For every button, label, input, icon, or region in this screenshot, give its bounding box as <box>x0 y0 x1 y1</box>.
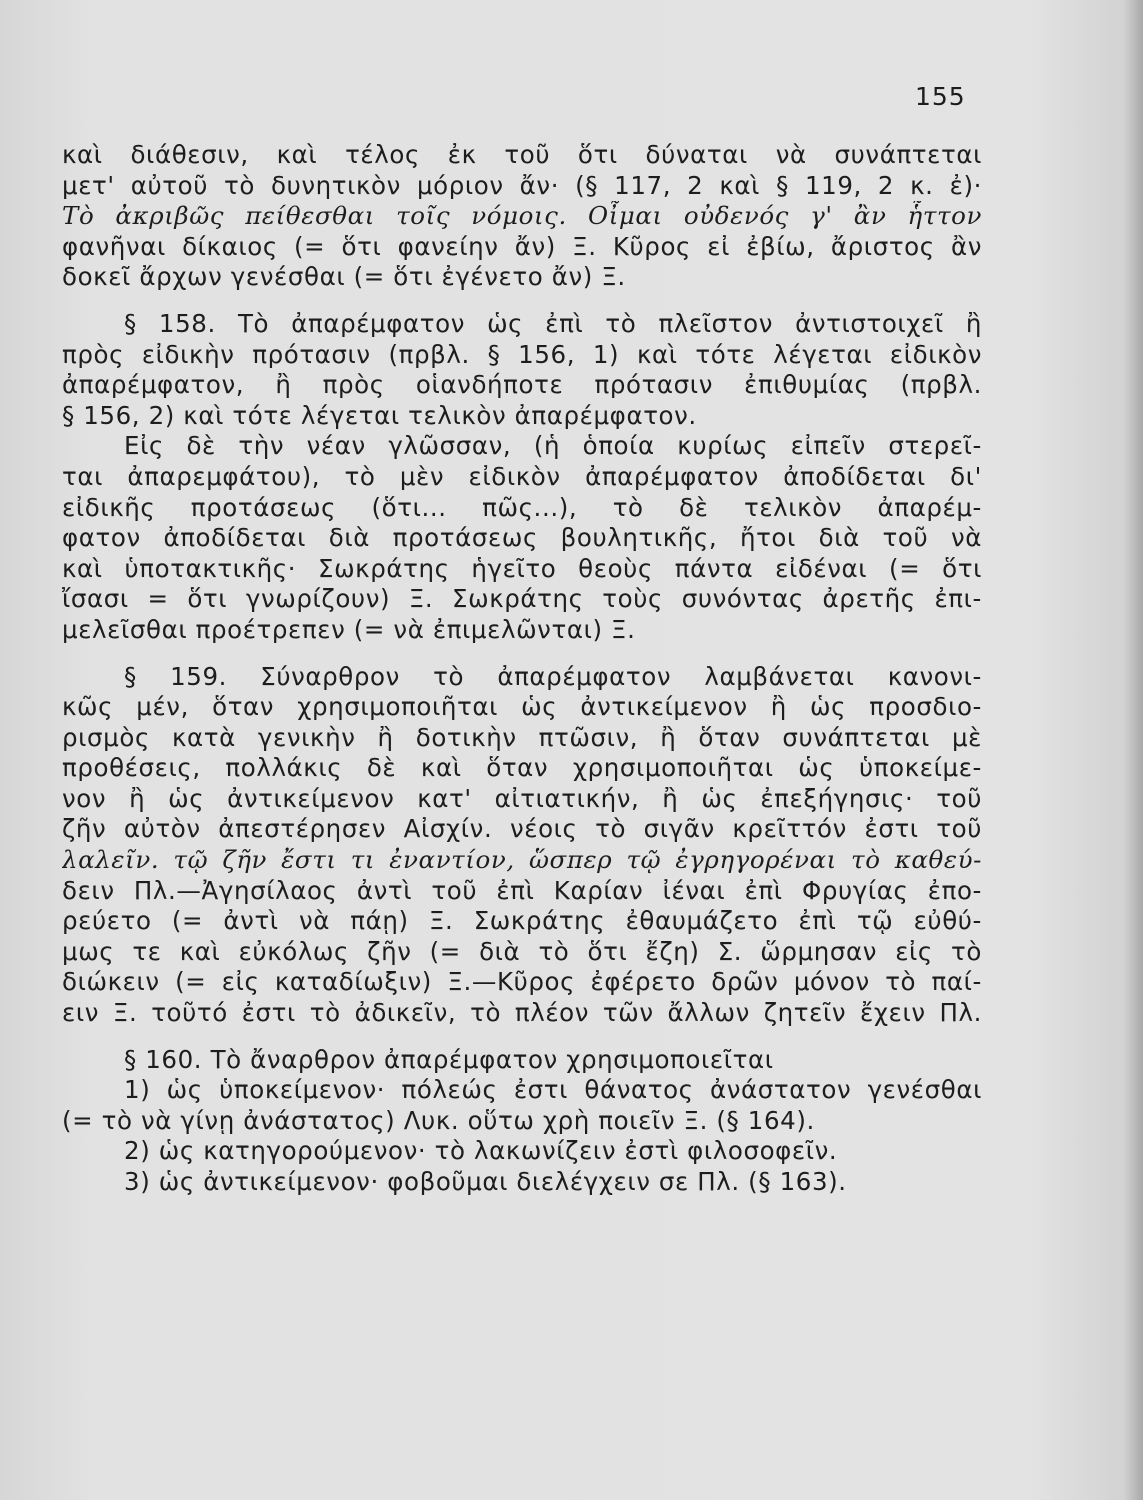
text-line: § 156, 2) καὶ τότε λέγεται τελικὸν ἀπαρέμφατον. <box>62 400 697 430</box>
text-line: μως τε καὶ εὐκόλως ζῆν (= διὰ τὸ ὅτι ἔζη) Σ. ὥρμησαν εἰς τὸ <box>62 936 982 966</box>
text-line: μελεῖσθαι προέτρεπεν (= νὰ ἐπιμελῶνται) Ξ. <box>62 614 636 644</box>
section-158-heading-line: § 158. Τὸ ἀπαρέμφατον ὡς ἐπὶ τὸ πλεῖστον ἀντιστοιχεῖ ἢ <box>124 308 982 338</box>
text-line: κῶς μέν, ὅταν χρησιμοποιῆται ὡς ἀντικείμενον ἢ ὡς προσδιο- <box>62 692 982 722</box>
text-line: Τὸ ἀκριβῶς πείθεσθαι τοῖς νόμοις. Οἶμαι οὐδενός γ' ἂν ἧττον <box>62 201 982 231</box>
text-line: πρὸς εἰδικὴν πρότασιν (πρβλ. § 156, 1) καὶ τότε λέγεται εἰδικὸν <box>62 339 982 369</box>
text-line: Εἰς δὲ τὴν νέαν γλῶσσαν, (ἡ ὁποία κυρίως εἰπεῖν στερεῖ- <box>124 431 982 461</box>
text-line: ειν Ξ. τοῦτό ἐστι τὸ ἀδικεῖν, τὸ πλέον τῶν ἄλλων ζητεῖν ἔχειν Πλ. <box>62 998 982 1028</box>
text-line: καὶ ὑποτακτικῆς· Σωκράτης ἡγεῖτο θεοὺς πάντα εἰδέναι (= ὅτι <box>62 553 982 583</box>
text-line: νον ἢ ὡς ἀντικείμενον κατ' αἰτιατικήν, ἢ ὡς ἐπεξήγησις· τοῦ <box>62 783 982 813</box>
list-item: 3) ὡς ἀντικείμενον· φοβοῦμαι διελέγχειν σε Πλ. (§ 163). <box>124 1167 847 1196</box>
text-line: ἀπαρέμφατον, ἢ πρὸς οἱανδήποτε πρότασιν ἐπιθυμίας (πρβλ. <box>62 370 982 400</box>
list-item: 1) ὡς ὑποκείμενον· πόλεώς ἐστι θάνατος ἀνάστατον γενέσθαι <box>124 1075 982 1105</box>
text-line: ἴσασι = ὅτι γνωρίζουν) Ξ. Σωκράτης τοὺς συνόντας ἀρετῆς ἐπι- <box>62 584 982 614</box>
list-item: 2) ὡς κατηγορούμενον· τὸ λακωνίζειν ἐστὶ φιλοσοφεῖν. <box>124 1136 838 1166</box>
text-line: ζῆν αὐτὸν ἀπεστέρησεν Αἰσχίν. νέοις τὸ σιγᾶν κρεῖττόν ἐστι τοῦ <box>62 814 982 844</box>
text-line: δειν Πλ.—Ἀγησίλαος ἀντὶ τοῦ ἐπὶ Καρίαν ἰέναι ἐπὶ Φρυγίας ἐπο- <box>62 875 982 905</box>
text-line: ρισμὸς κατὰ γενικὴν ἢ δοτικὴν πτῶσιν, ἢ ὅταν συνάπτεται μὲ <box>62 722 982 752</box>
text-line: δοκεῖ ἄρχων γενέσθαι (= ὅτι ἐγένετο ἄν) Ξ. <box>62 262 626 292</box>
text-line: (= τὸ νὰ γίνῃ ἀνάστατος) Λυκ. οὕτω χρὴ ποιεῖν Ξ. (§ 164). <box>62 1105 815 1135</box>
text-line: φανῆναι δίκαιος (= ὅτι φανείην ἄν) Ξ. Κῦρος εἰ ἐβίω, ἄριστος ἂν <box>62 231 982 261</box>
text-line: ται ἀπαρεμφάτου), τὸ μὲν εἰδικὸν ἀπαρέμφατον ἀποδίδεται δι' <box>62 461 982 491</box>
text-line: προθέσεις, πολλάκις δὲ καὶ ὅταν χρησιμοποιῆται ὡς ὑποκείμε- <box>62 753 982 783</box>
text-line: διώκειν (= εἰς καταδίωξιν) Ξ.—Κῦρος ἐφέρετο δρῶν μόνον τὸ παί- <box>62 967 982 997</box>
section-160-heading-line: § 160. Τὸ ἄναρθρον ἀπαρέμφατον χρησιμοποιεῖται <box>124 1044 774 1074</box>
page-spine-shadow <box>1125 0 1143 1500</box>
text-line: ρεύετο (= ἀντὶ νὰ πάῃ) Ξ. Σωκράτης ἐθαυμάζετο ἐπὶ τῷ εὐθύ- <box>62 906 982 936</box>
text-line: φατον ἀποδίδεται διὰ προτάσεως βουλητικῆς, ἤτοι διὰ τοῦ νὰ <box>62 523 982 553</box>
page-text <box>62 140 982 1198</box>
text-line: καὶ διάθεσιν, καὶ τέλος ἐκ τοῦ ὅτι δύναται νὰ συνάπτεται <box>62 140 982 169</box>
text-line: μετ' αὐτοῦ τὸ δυνητικὸν μόριον ἄν· (§ 117, 2 καὶ § 119, 2 κ. ἐ)· <box>62 170 982 200</box>
section-159-heading-line: § 159. Σύναρθρον τὸ ἀπαρέμφατον λαμβάνεται κανονι- <box>124 661 982 691</box>
text-line: λαλεῖν. τῷ ζῆν ἔστι τι ἐναντίον, ὥσπερ τῷ ἐγρηγορέναι τὸ καθεύ- <box>62 845 982 875</box>
text-line: εἰδικῆς προτάσεως (ὅτι... πῶς...), τὸ δὲ τελικὸν ἀπαρέμ- <box>62 492 982 522</box>
page-number: 155 <box>915 82 966 111</box>
